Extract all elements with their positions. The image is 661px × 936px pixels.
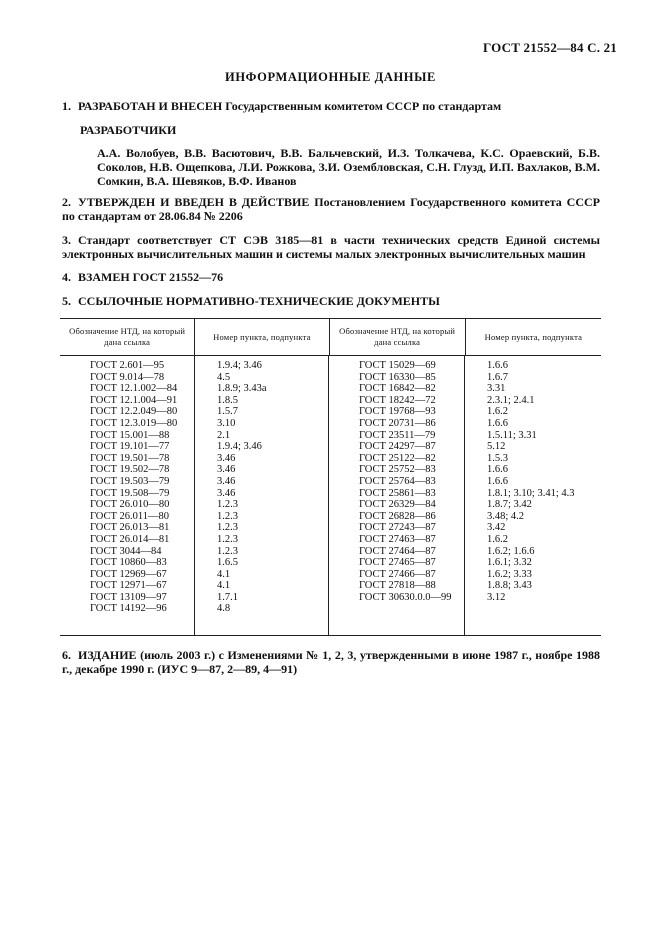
table-cell-doc: ГОСТ 19.508—79 [90, 487, 170, 499]
item-3-text: Стандарт соответствует СТ СЭВ 3185—81 в части технических средств Единой системы электронных вычислительных машин и системы малых электронных вычислительных машин [62, 233, 600, 261]
table-cell-clause: 1.9.4; 3.46 [217, 360, 262, 371]
table-cell-clause: 1.6.6 [487, 417, 508, 429]
header-clause-right: Номер пункта, подпункта [484, 331, 583, 342]
item-6-text: ИЗДАНИЕ (июль 2003 г.) с Изменениями № 1, 2, 3, утвержденными в июне 1987 г., ноябре 1988 г., декабре 1990 г. (ИУС 9—87, 2—89, 4—91) [62, 648, 600, 676]
table-cell-clause: 4.8 [217, 603, 231, 615]
table-cell-clause: 1.8.8; 3.43 [487, 580, 532, 592]
header-clause-left: Номер пункта, подпункта [195, 319, 329, 355]
table-cell-doc: ГОСТ 19.503—79 [90, 475, 170, 487]
table-cell-doc: ГОСТ 30630.0.0—99 [359, 591, 452, 603]
table-cell-doc: ГОСТ 25764—83 [359, 475, 436, 487]
table-cell-doc: ГОСТ 27463—87 [359, 533, 436, 545]
item-4 [62, 270, 600, 284]
table-cell-clause: 1.6.6 [487, 360, 508, 371]
table-cell-clause: 3.46 [217, 452, 236, 464]
table-cell-clause: 3.10 [217, 417, 236, 429]
table-cell-clause: 5.12 [487, 441, 506, 453]
table-cell-doc: ГОСТ 12.1.004—91 [90, 394, 178, 406]
table-cell-clause: 1.7.1 [217, 591, 238, 603]
right-clause-column [465, 356, 601, 635]
table-cell-doc: ГОСТ 27243—87 [359, 522, 436, 534]
table-cell-doc: ГОСТ 14192—96 [90, 603, 167, 615]
table-cell-doc: ГОСТ 25861—83 [359, 487, 436, 499]
item-6 [62, 648, 600, 676]
table-cell-doc: ГОСТ 12.3.019—80 [90, 417, 178, 429]
right-doc-column [329, 356, 465, 635]
item-4-text: ВЗАМЕН ГОСТ 21552—76 [78, 270, 224, 284]
table-cell-doc: ГОСТ 23511—79 [359, 429, 436, 441]
table-cell-clause: 1.6.6 [487, 464, 508, 476]
table-cell-clause: 1.6.2 [487, 533, 508, 545]
table-cell-clause: 1.2.3 [217, 533, 238, 545]
left-clause-column [195, 356, 329, 635]
table-cell-clause: 3.42 [487, 522, 506, 534]
table-cell-doc: ГОСТ 12.1.002—84 [90, 383, 178, 395]
table-cell-clause: 1.6.2; 1.6.6 [487, 545, 535, 557]
table-cell-clause: 3.31 [487, 383, 506, 395]
table-cell-doc: ГОСТ 25122—82 [359, 452, 436, 464]
table-cell-clause: 4.1 [217, 580, 231, 592]
table-cell-clause: 1.2.3 [217, 545, 238, 557]
item-1-number: 1. [62, 99, 71, 113]
table-cell-clause: 1.6.7 [487, 371, 508, 383]
table-cell-doc: ГОСТ 19.502—78 [90, 464, 170, 476]
developers-list: А.А. Волобуев, В.В. Васютович, В.В. Бальчевский, И.З. Толкачева, К.С. Ораевский, Б.В. Соколов, Н.В. Ощепкова, Л.И. Рожкова, З.И. Озембловская, С.Н. Глузд, И.П. Вахлаков, В.М. Сомкин, В.А. Шевяков, В.Ф. Иванов [97, 146, 600, 188]
table-cell-clause: 1.2.3 [217, 499, 238, 511]
item-5-number: 5. [62, 294, 71, 308]
developers-heading: РАЗРАБОТЧИКИ [80, 123, 177, 137]
table-cell-clause: 1.6.5 [217, 557, 238, 569]
table-cell-clause: 1.6.2 [487, 406, 508, 418]
item-6-number: 6. [62, 648, 71, 662]
item-2 [62, 195, 600, 223]
table-cell-clause: 4.1 [217, 568, 231, 580]
page-header: ГОСТ 21552—84 С. 21 [483, 40, 617, 55]
table-cell-doc: ГОСТ 13109—97 [90, 591, 167, 603]
table-header [60, 319, 601, 356]
table-cell-clause: 3.46 [217, 464, 236, 476]
table-cell-doc: ГОСТ 15.001—88 [90, 429, 170, 441]
header-doc-left: Обозначение НТД, на который дана ссылка [60, 319, 195, 355]
table-cell-doc: ГОСТ 26329—84 [359, 499, 436, 511]
table-cell-clause: 1.8.1; 3.10; 3.41; 4.3 [487, 487, 575, 499]
document-title: ИНФОРМАЦИОННЫЕ ДАННЫЕ [225, 70, 436, 84]
table-cell-clause: 3.46 [217, 475, 236, 487]
table-cell-clause: 1.8.9; 3.43а [217, 383, 267, 395]
table-cell-clause: 1.9.4; 3.46 [217, 441, 262, 453]
table-cell-doc: ГОСТ 19768—93 [359, 406, 436, 418]
item-5-text: ССЫЛОЧНЫЕ НОРМАТИВНО-ТЕХНИЧЕСКИЕ ДОКУМЕНТЫ [78, 294, 440, 308]
table-cell-doc: ГОСТ 12.2.049—80 [90, 406, 178, 418]
table-body [60, 356, 601, 635]
item-1-text: РАЗРАБОТАН И ВНЕСЕН Государственным комитетом СССР по стандартам [78, 99, 502, 113]
references-table [60, 318, 601, 636]
table-cell-doc: ГОСТ 18242—72 [359, 394, 436, 406]
table-cell-doc: ГОСТ 12971—67 [90, 580, 167, 592]
table-cell-clause: 1.6.6 [487, 475, 508, 487]
table-cell-clause: 1.5.3 [487, 452, 508, 464]
table-cell-doc: ГОСТ 12969—67 [90, 568, 167, 580]
table-cell-clause: 1.8.5 [217, 394, 238, 406]
item-5 [62, 294, 600, 308]
table-cell-doc: ГОСТ 25752—83 [359, 464, 436, 476]
table-cell-clause: 1.5.7 [217, 406, 238, 418]
item-4-number: 4. [62, 270, 71, 284]
table-cell-doc: ГОСТ 16330—85 [359, 371, 436, 383]
table-cell-doc: ГОСТ 9.014—78 [90, 371, 165, 383]
item-3-number: 3. [62, 233, 71, 247]
table-cell-doc: ГОСТ 27465—87 [359, 557, 436, 569]
table-cell-clause: 2.3.1; 2.4.1 [487, 394, 535, 406]
table-cell-doc: ГОСТ 26.013—81 [90, 522, 170, 534]
item-2-number: 2. [62, 195, 71, 209]
table-cell-doc: ГОСТ 26.014—81 [90, 533, 170, 545]
table-cell-doc: ГОСТ 19.501—78 [90, 452, 170, 464]
table-cell-doc: ГОСТ 19.101—77 [90, 441, 170, 453]
left-doc-column [60, 356, 195, 635]
table-cell-doc: ГОСТ 2.601—95 [90, 360, 165, 371]
table-cell-doc: ГОСТ 24297—87 [359, 441, 436, 453]
table-cell-clause: 1.5.11; 3.31 [487, 429, 537, 441]
item-1 [62, 99, 600, 113]
table-cell-doc: ГОСТ 26828—86 [359, 510, 436, 522]
item-3 [62, 233, 600, 261]
table-cell-doc: ГОСТ 15029—69 [359, 360, 436, 371]
table-cell-clause: 1.2.3 [217, 510, 238, 522]
table-cell-doc: ГОСТ 27466—87 [359, 568, 436, 580]
table-cell-clause: 1.6.1; 3.32 [487, 557, 532, 569]
table-cell-doc: ГОСТ 16842—82 [359, 383, 436, 395]
table-cell-doc: ГОСТ 26.011—80 [90, 510, 170, 522]
table-cell-doc: ГОСТ 20731—86 [359, 417, 436, 429]
table-cell-doc: ГОСТ 27464—87 [359, 545, 436, 557]
table-cell-clause: 1.6.2; 3.33 [487, 568, 532, 580]
table-cell-clause: 1.8.7; 3.42 [487, 499, 532, 511]
table-cell-doc: ГОСТ 26.010—80 [90, 499, 170, 511]
table-cell-clause: 3.48; 4.2 [487, 510, 525, 522]
item-2-text: УТВЕРЖДЕН И ВВЕДЕН В ДЕЙСТВИЕ Постановлением Государственного комитета СССР по стандартам от 28.06.84 № 2206 [62, 195, 600, 223]
table-cell-clause: 3.46 [217, 487, 236, 499]
table-cell-doc: ГОСТ 3044—84 [90, 545, 162, 557]
header-doc-right: Обозначение НТД, на который дана ссылка [330, 319, 466, 355]
table-cell-clause: 4.5 [217, 371, 231, 383]
table-cell-doc: ГОСТ 10860—83 [90, 557, 167, 569]
table-cell-clause: 2.1 [217, 429, 231, 441]
table-cell-clause: 3.12 [487, 591, 506, 603]
table-cell-clause: 1.2.3 [217, 522, 238, 534]
table-cell-doc: ГОСТ 27818—88 [359, 580, 436, 592]
